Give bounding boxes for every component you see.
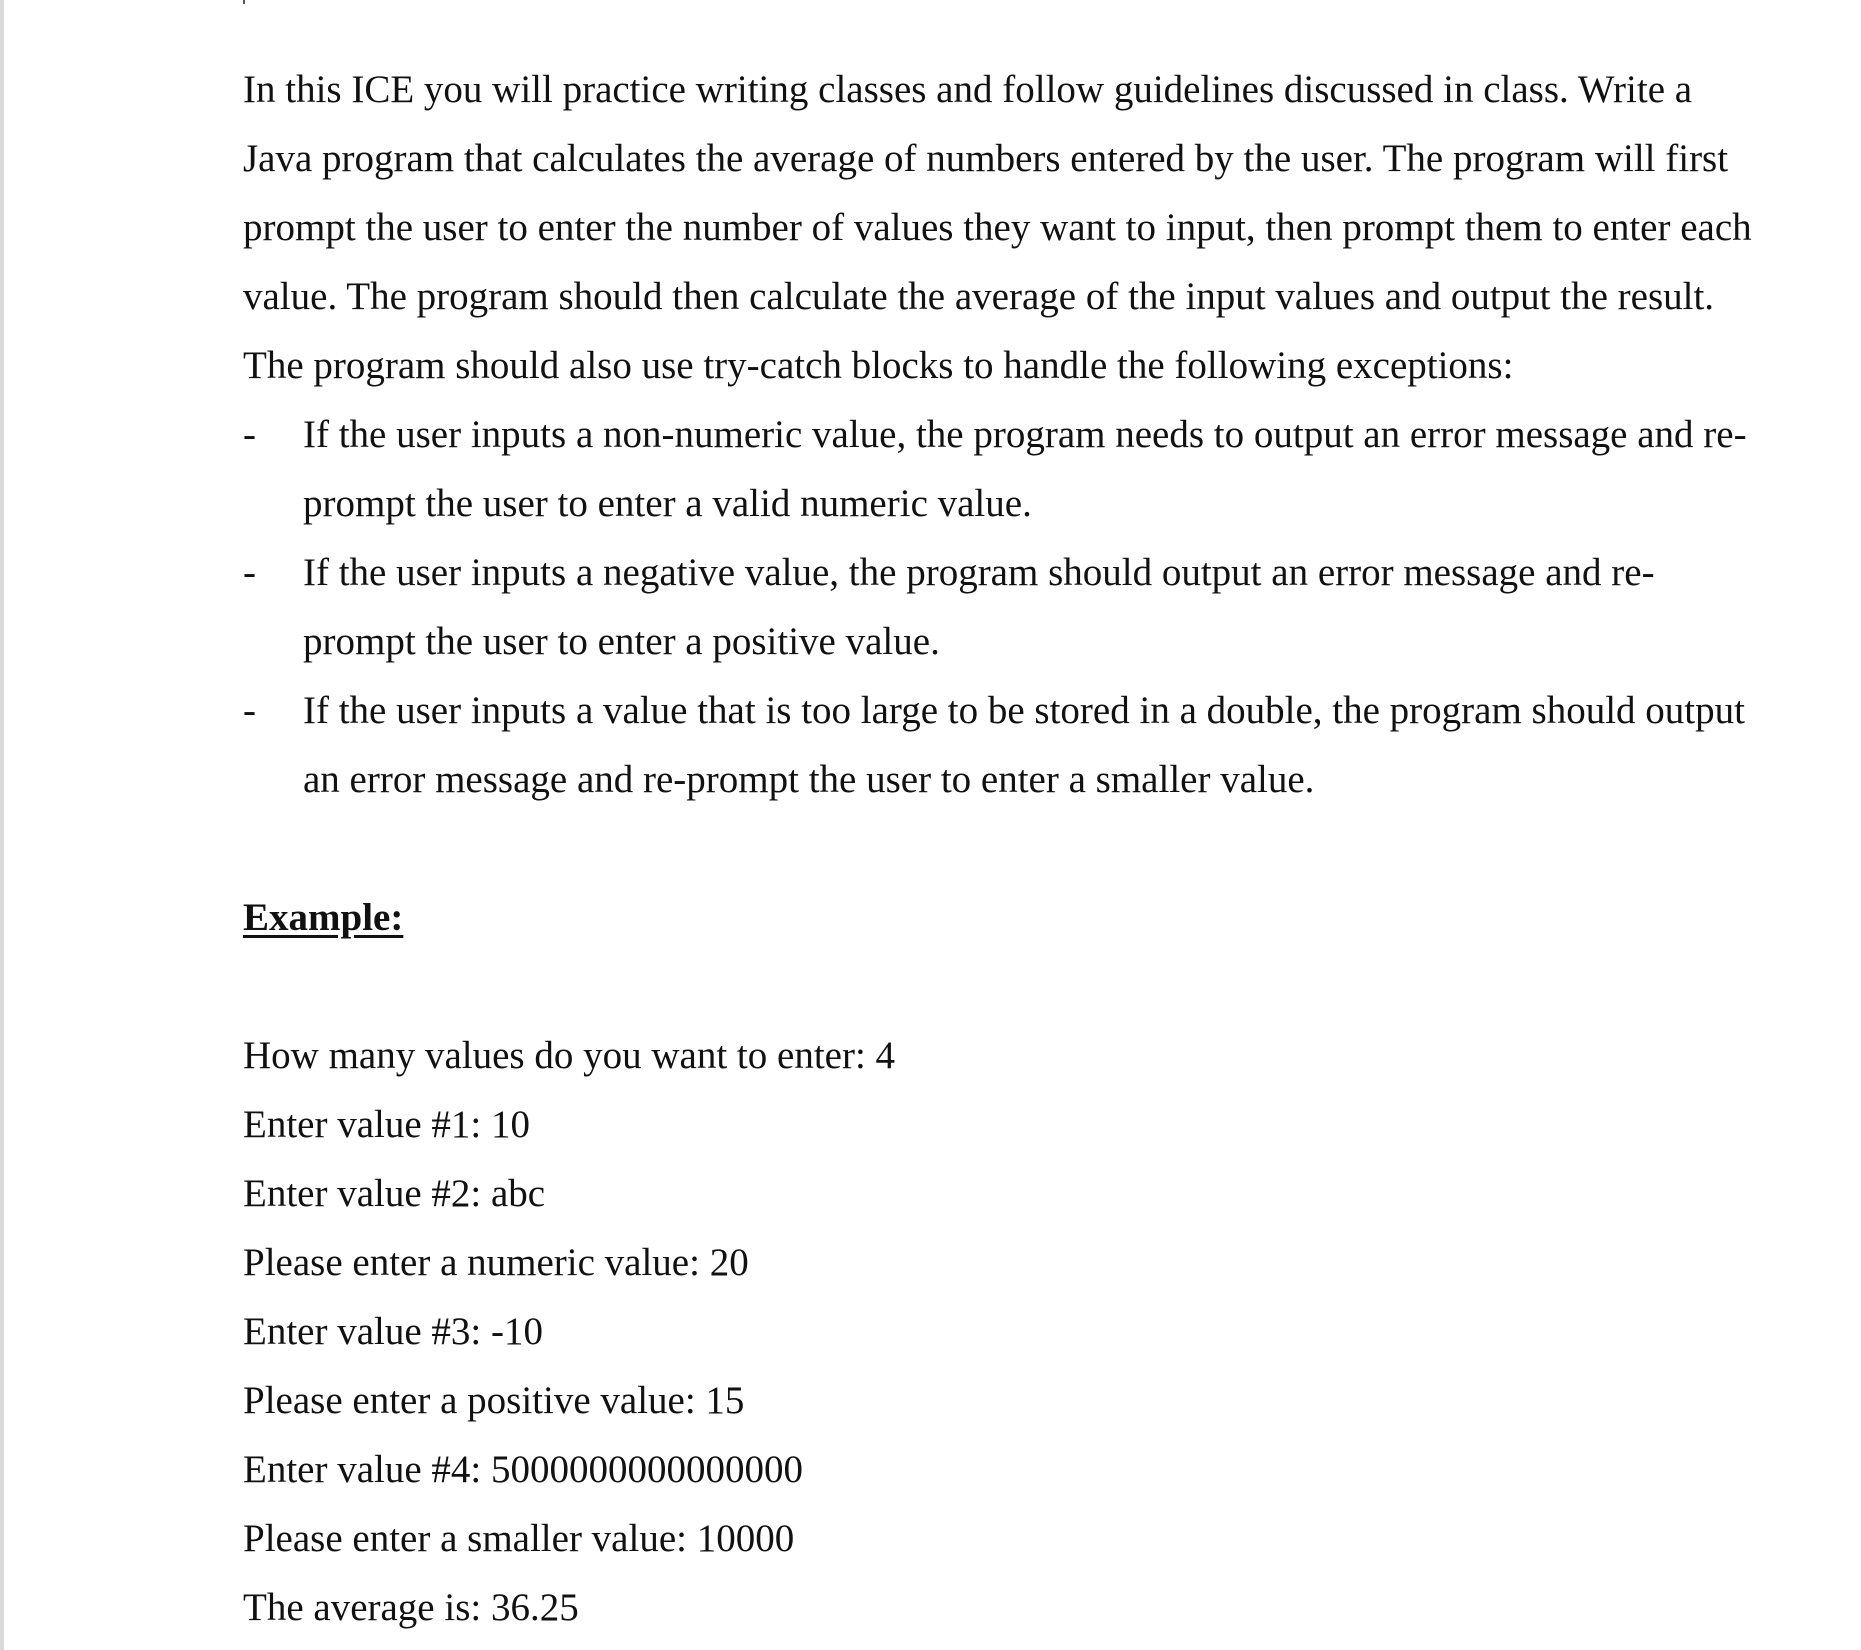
text-cursor-mark (243, 0, 245, 4)
example-line: The average is: 36.25 (243, 1586, 579, 1629)
example-transcript (243, 1021, 1818, 1642)
example-heading: Example: (243, 896, 404, 939)
example-line: Please enter a smaller value: 10000 (243, 1517, 795, 1560)
bullet-dash: - (243, 689, 256, 732)
example-line: Enter value #1: 10 (243, 1103, 530, 1146)
bullet-text (303, 400, 1818, 538)
example-line: Enter value #4: 5000000000000000 (243, 1448, 803, 1491)
example-line: How many values do you want to enter: 4 (243, 1034, 896, 1077)
page-left-border (0, 0, 4, 1650)
instructions-line: In this ICE you will practice writing classes and follow guidelines discussed in class. Write a (243, 68, 1693, 111)
bullet-line: If the user inputs a non-numeric value, the program needs to output an error message and re- (303, 413, 1747, 456)
bullet-line: an error message and re-prompt the user to enter a smaller value. (303, 758, 1315, 801)
bullet-line: If the user inputs a value that is too large to be stored in a double, the program should output (303, 689, 1745, 732)
example-line: Enter value #3: -10 (243, 1310, 543, 1353)
instructions-line: The program should also use try-catch blocks to handle the following exceptions: (243, 344, 1514, 387)
instructions-line: value. The program should then calculate the average of the input values and output the result. (243, 275, 1715, 318)
bullet-line: prompt the user to enter a positive value. (303, 620, 940, 663)
exception-item-non-numeric (243, 400, 1818, 538)
bullet-text (303, 538, 1818, 676)
bullet-line: prompt the user to enter a valid numeric value. (303, 482, 1032, 525)
example-line: Please enter a positive value: 15 (243, 1379, 745, 1422)
instructions-line: Java program that calculates the average of numbers entered by the user. The program will first (243, 137, 1729, 180)
exception-item-negative (243, 538, 1818, 676)
bullet-line: If the user inputs a negative value, the program should output an error message and re- (303, 551, 1655, 594)
example-line: Enter value #2: abc (243, 1172, 546, 1215)
bullet-dash: - (243, 551, 256, 594)
bullet-text (303, 676, 1818, 814)
exception-item-too-large (243, 676, 1818, 814)
example-line: Please enter a numeric value: 20 (243, 1241, 749, 1284)
exception-list (243, 400, 1818, 814)
instructions-paragraph (243, 55, 1818, 400)
bullet-dash: - (243, 413, 256, 456)
instructions-line: prompt the user to enter the number of values they want to input, then prompt them to enter each (243, 206, 1752, 249)
document-page (243, 55, 1818, 1642)
